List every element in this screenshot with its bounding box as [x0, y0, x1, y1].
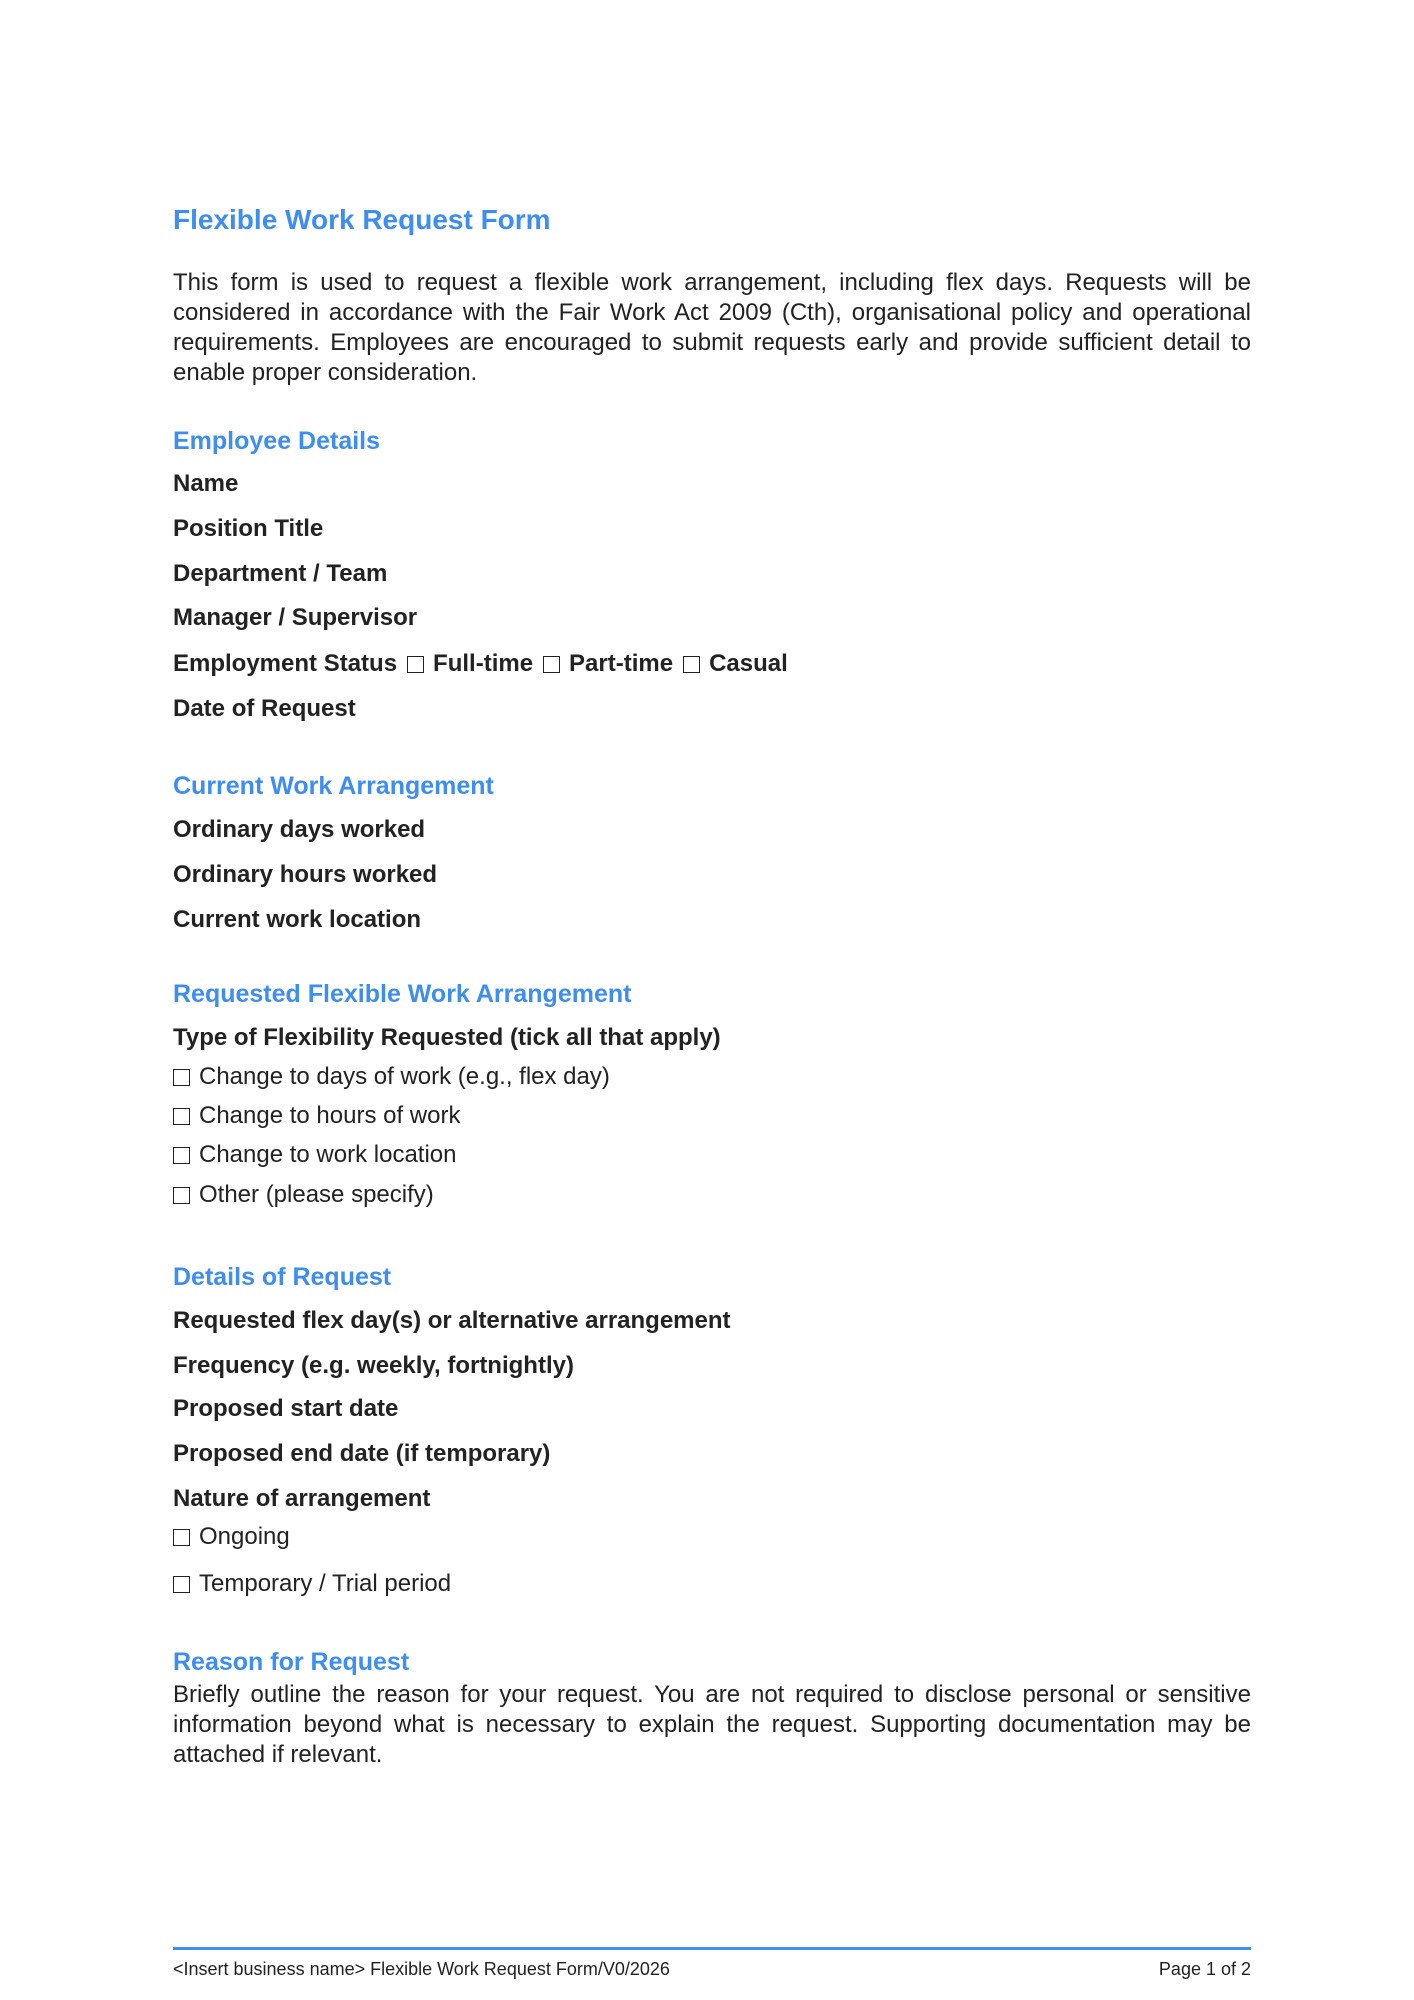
casual-label: Casual [709, 650, 788, 677]
footer-document-id: <Insert business name> Flexible Work Request Form/V0/2026 [173, 1959, 670, 1979]
nature-field-label: Nature of arrangement [173, 1485, 431, 1512]
checkbox-days[interactable] [173, 1069, 190, 1086]
start-date-field-label: Proposed start date [173, 1395, 399, 1422]
checkbox-other[interactable] [173, 1187, 190, 1204]
checkbox-ongoing[interactable] [173, 1529, 190, 1546]
checkbox-location[interactable] [173, 1147, 190, 1164]
reason-paragraph: Briefly outline the reason for your request. You are not required to disclose personal or sensitive information beyond what is necessary to explain the request. Supporting documentation may be attached if relevant. [173, 1681, 1251, 1768]
intro-paragraph: This form is used to request a flexible work arrangement, including flex days. Requests will be considered in accordance with the Fair Work Act 2009 (Cth), organisational policy and operational requirements. Employees are encouraged to submit requests early and provide sufficient detail to enable proper consideration. [173, 269, 1251, 386]
part-time-label: Part-time [569, 650, 674, 677]
checkbox-full-time[interactable] [407, 656, 424, 673]
checkbox-temporary[interactable] [173, 1576, 190, 1593]
nature-ongoing-label: Ongoing [199, 1523, 290, 1550]
flexibility-type-label: Type of Flexibility Requested (tick all that apply) [173, 1024, 721, 1051]
nature-option-ongoing[interactable] [173, 1522, 290, 1552]
document-page [173, 0, 1251, 2000]
details-heading: Details of Request [173, 1263, 392, 1291]
flex-option-other-label: Other (please specify) [199, 1181, 434, 1208]
flex-option-hours-label: Change to hours of work [199, 1102, 461, 1129]
current-location-field-label: Current work location [173, 906, 422, 933]
requested-arrangement-heading: Requested Flexible Work Arrangement [173, 980, 632, 1008]
checkbox-part-time[interactable] [543, 656, 560, 673]
name-field-label: Name [173, 470, 239, 497]
employment-status-label: Employment Status [173, 650, 398, 677]
footer-page-number: Page 1 of 2 [1158, 1959, 1251, 1979]
employment-status-row [173, 649, 788, 679]
end-date-field-label: Proposed end date (if temporary) [173, 1440, 551, 1467]
employment-option-casual[interactable] [683, 649, 788, 679]
nature-option-temporary[interactable] [173, 1569, 451, 1599]
nature-temporary-label: Temporary / Trial period [199, 1570, 452, 1597]
checkbox-casual[interactable] [683, 656, 700, 673]
employee-details-heading: Employee Details [173, 427, 381, 455]
form-title: Flexible Work Request Form [173, 204, 551, 235]
frequency-field-label: Frequency (e.g. weekly, fortnightly) [173, 1352, 574, 1379]
position-title-field-label: Position Title [173, 515, 324, 542]
footer-divider [173, 1947, 1251, 1950]
flex-option-days-label: Change to days of work (e.g., flex day) [199, 1063, 610, 1090]
department-field-label: Department / Team [173, 560, 388, 587]
date-of-request-field-label: Date of Request [173, 695, 356, 722]
employment-option-full-time[interactable] [407, 649, 533, 679]
full-time-label: Full-time [433, 650, 534, 677]
flex-option-hours[interactable] [173, 1101, 460, 1131]
checkbox-hours[interactable] [173, 1108, 190, 1125]
flex-option-location[interactable] [173, 1140, 456, 1170]
flex-option-location-label: Change to work location [199, 1141, 457, 1168]
flex-option-days[interactable] [173, 1062, 610, 1092]
flex-days-field-label: Requested flex day(s) or alternative arrangement [173, 1307, 731, 1334]
ordinary-hours-field-label: Ordinary hours worked [173, 861, 438, 888]
flex-option-other[interactable] [173, 1180, 434, 1210]
employment-option-part-time[interactable] [543, 649, 673, 679]
reason-heading: Reason for Request [173, 1648, 410, 1676]
manager-field-label: Manager / Supervisor [173, 604, 418, 631]
ordinary-days-field-label: Ordinary days worked [173, 816, 426, 843]
current-arrangement-heading: Current Work Arrangement [173, 772, 494, 800]
